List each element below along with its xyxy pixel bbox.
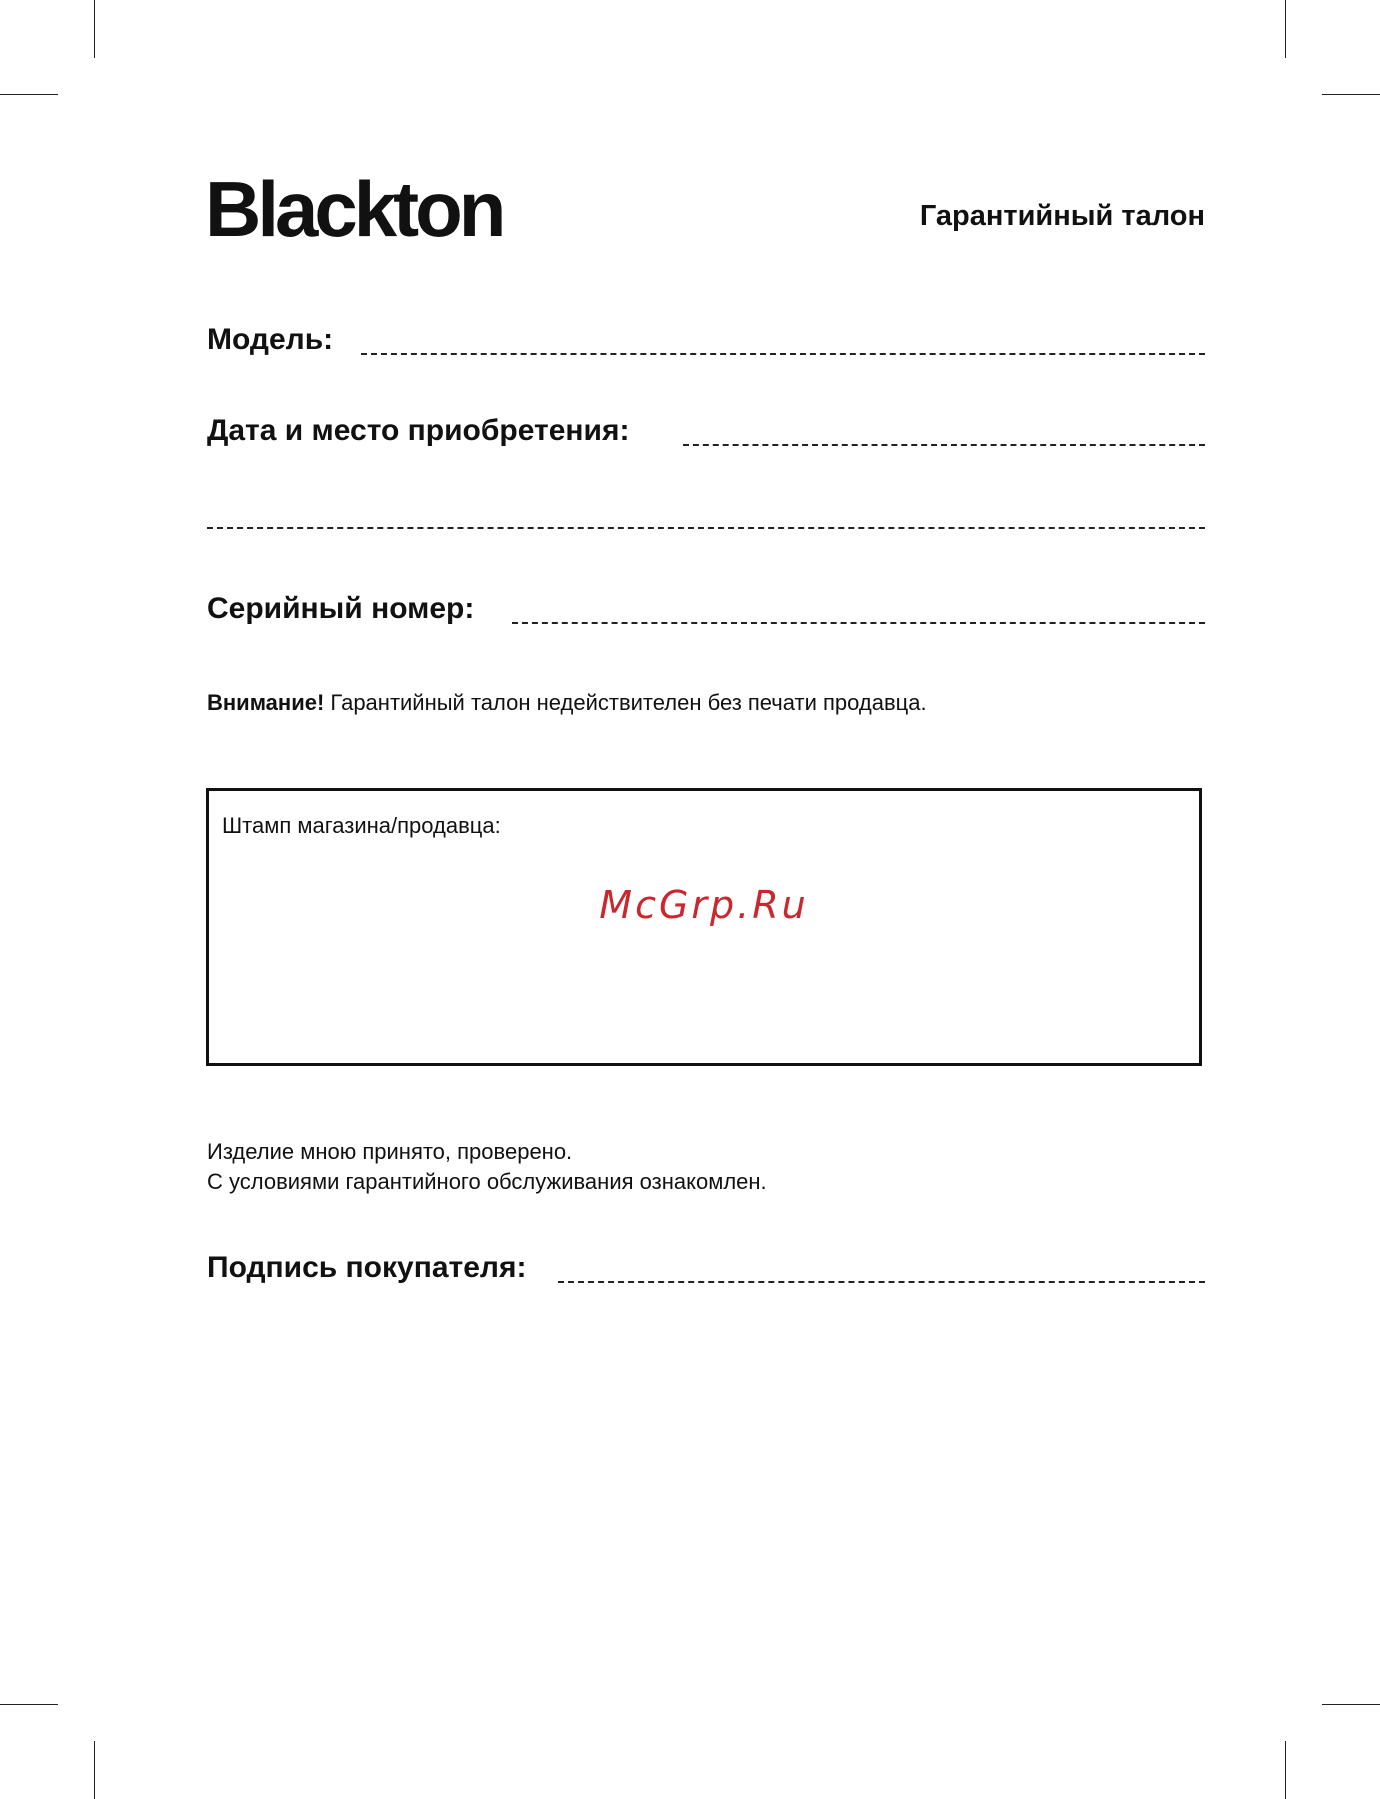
model-label: Модель: [207,323,334,356]
serial-input-line[interactable] [512,622,1205,624]
document-title: Гарантийный талон [919,200,1205,232]
crop-mark [94,1741,95,1799]
serial-field [207,594,1205,624]
notice-text: Гарантийный талон недействителен без печати продавца. [324,690,927,715]
purchase-input-line-2[interactable] [207,527,1205,529]
crop-mark [94,0,95,58]
serial-label: Серийный номер: [207,592,475,625]
watermark: McGrp.Ru [599,883,809,927]
purchase-label: Дата и место приобретения: [207,414,630,447]
purchase-field [207,416,1205,446]
crop-mark [1285,1741,1286,1799]
purchase-input-line[interactable] [683,444,1205,446]
crop-mark [1285,0,1286,58]
signature-field [207,1253,1205,1283]
model-field [207,325,1205,355]
stamp-box [206,788,1202,1066]
crop-mark [1322,94,1380,95]
warning-notice [207,690,927,716]
signature-label: Подпись покупателя: [207,1251,527,1284]
crop-mark [1322,1704,1380,1705]
notice-bold: Внимание! [207,690,325,715]
acceptance-line-2: С условиями гарантийного обслуживания ознакомлен. [207,1169,767,1194]
crop-mark [0,94,58,95]
acceptance-text [207,1137,767,1197]
brand-logo: Blackton [205,165,503,253]
crop-mark [0,1704,58,1705]
model-input-line[interactable] [361,353,1205,355]
acceptance-line-1: Изделие мною принято, проверено. [207,1139,573,1164]
signature-input-line[interactable] [558,1281,1205,1283]
stamp-label: Штамп магазина/продавца: [222,813,501,838]
